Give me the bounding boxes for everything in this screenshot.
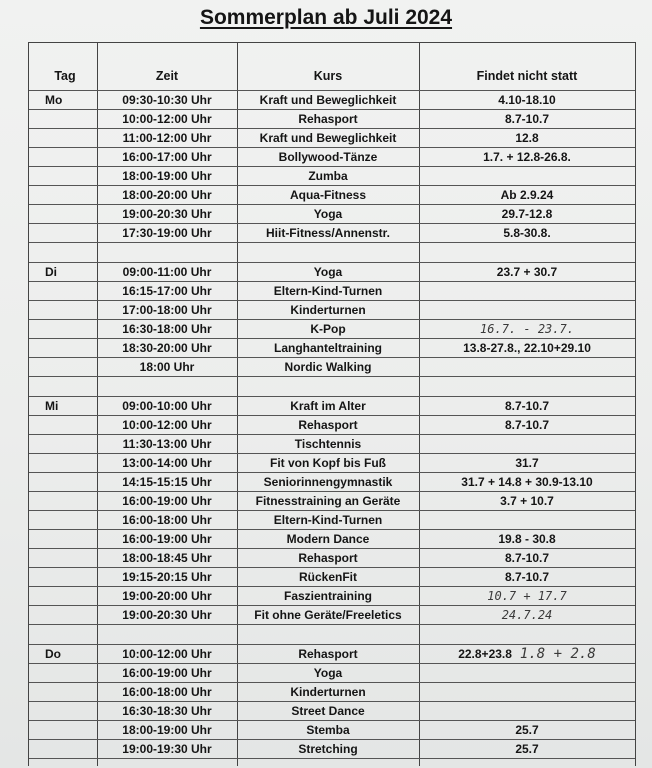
spacer-row	[29, 625, 635, 645]
time-cell: 09:00-11:00 Uhr	[122, 265, 212, 279]
page-title: Sommerplan ab Juli 2024	[199, 6, 453, 29]
table-row	[29, 205, 635, 224]
cancellation-cell: 19.8 - 30.8	[498, 532, 556, 546]
time-cell: 18:00-20:00 Uhr	[122, 188, 212, 202]
time-cell: 16:00-17:00 Uhr	[122, 150, 212, 164]
spacer-row	[29, 243, 635, 263]
course-cell: Zumba	[308, 169, 348, 183]
cancellation-cell	[421, 587, 633, 605]
day-cell: Di	[45, 265, 57, 279]
time-cell: 19:15-20:15 Uhr	[122, 570, 212, 584]
handwritten-note: 16.7. - 23.7.	[480, 322, 574, 336]
course-cell: Rehasport	[298, 647, 358, 661]
table-row	[29, 664, 635, 683]
cancellation-cell: 13.8-27.8., 22.10+29.10	[463, 341, 591, 355]
time-cell: 13:00-14:00 Uhr	[122, 456, 212, 470]
cancellation-cell: 5.8-30.8.	[503, 226, 551, 240]
cancellation-cell: 3.7 + 10.7	[500, 494, 554, 508]
header-zeit: Zeit	[155, 69, 179, 83]
cancellation-cell: 4.10-18.10	[498, 93, 556, 107]
cancellation-cell: 23.7 + 30.7	[496, 265, 558, 279]
table-row	[29, 568, 635, 587]
course-cell: Bollywood-Tänze	[278, 150, 378, 164]
course-cell: Modern Dance	[286, 532, 370, 546]
course-cell: Fit von Kopf bis Fuß	[270, 456, 386, 470]
cancellation-cell: 8.7-10.7	[504, 418, 550, 432]
course-cell: Kinderturnen	[290, 685, 366, 699]
header-tag: Tag	[54, 69, 76, 83]
table-row	[29, 645, 635, 664]
table-row	[29, 339, 635, 358]
table-row	[29, 224, 635, 243]
time-cell: 17:00-18:00 Uhr	[122, 303, 212, 317]
time-cell: 16:00-19:00 Uhr	[122, 532, 212, 546]
table-row	[29, 129, 635, 148]
table-row	[29, 606, 635, 625]
table-row	[29, 549, 635, 568]
course-cell: Faszientraining	[283, 589, 372, 603]
course-cell: Yoga	[313, 207, 343, 221]
course-cell: Seniorinnengymnastik	[263, 475, 393, 489]
table-row	[29, 320, 635, 339]
time-cell: 10:00-12:00 Uhr	[122, 418, 212, 432]
cancellation-cell: 25.7	[515, 723, 539, 737]
course-cell: Eltern-Kind-Turnen	[273, 284, 383, 298]
time-cell: 14:15-15:15 Uhr	[122, 475, 212, 489]
time-cell: 18:00-18:45 Uhr	[122, 551, 212, 565]
course-cell: Street Dance	[291, 704, 365, 718]
course-cell: Langhanteltraining	[274, 341, 382, 355]
table-row	[29, 530, 635, 549]
day-cell: Mo	[45, 93, 63, 107]
course-cell: Kraft und Beweglichkeit	[259, 93, 397, 107]
course-cell: Fit ohne Geräte/Freeletics	[254, 608, 402, 622]
header-findet-nicht-statt: Findet nicht statt	[476, 69, 578, 83]
time-cell: 10:00-12:00 Uhr	[122, 647, 212, 661]
time-cell: 16:00-19:00 Uhr	[122, 666, 212, 680]
time-cell: 18:00 Uhr	[139, 360, 195, 374]
header-kurs: Kurs	[313, 69, 343, 83]
cancellation-cell: 1.7. + 12.8-26.8.	[483, 150, 571, 164]
time-cell: 09:30-10:30 Uhr	[122, 93, 212, 107]
course-cell: Fitnesstraining an Geräte	[255, 494, 401, 508]
table-row	[29, 740, 635, 759]
handwritten-note: 24.7.24	[501, 608, 553, 622]
course-cell: Rehasport	[298, 112, 358, 126]
time-cell: 16:00-19:00 Uhr	[122, 494, 212, 508]
day-cell: Mi	[45, 399, 59, 413]
cancellation-cell: 31.7 + 14.8 + 30.9-13.10	[461, 475, 593, 489]
table-row	[29, 110, 635, 129]
course-cell: Stemba	[306, 723, 350, 737]
course-cell: Nordic Walking	[284, 360, 372, 374]
table-row	[29, 358, 635, 377]
time-cell: 16:00-18:00 Uhr	[122, 685, 212, 699]
table-row	[29, 416, 635, 435]
course-cell: Aqua-Fitness	[289, 188, 366, 202]
time-cell: 19:00-20:00 Uhr	[122, 589, 212, 603]
table-row	[29, 397, 635, 416]
table-header-row	[29, 43, 635, 91]
course-cell: Rehasport	[298, 418, 358, 432]
table-row	[29, 263, 635, 282]
time-cell: 19:00-20:30 Uhr	[122, 608, 212, 622]
table-row	[29, 167, 635, 186]
time-cell: 18:00-19:00 Uhr	[122, 169, 212, 183]
course-cell: Yoga	[313, 265, 343, 279]
time-cell: 09:00-10:00 Uhr	[122, 399, 212, 413]
cancellation-cell: 8.7-10.7	[504, 112, 550, 126]
time-cell: 11:00-12:00 Uhr	[122, 131, 212, 145]
time-cell: 16:30-18:30 Uhr	[122, 704, 212, 718]
table-row	[29, 473, 635, 492]
schedule-table	[28, 42, 636, 766]
table-row	[29, 721, 635, 740]
course-cell: Yoga	[313, 666, 343, 680]
cancellation-cell	[421, 645, 633, 663]
time-cell: 16:30-18:00 Uhr	[122, 322, 212, 336]
cancellation-cell: 29.7-12.8	[501, 207, 553, 221]
table-row	[29, 186, 635, 205]
cancellation-text: 22.8+23.8	[458, 647, 512, 661]
course-cell: Eltern-Kind-Turnen	[273, 513, 383, 527]
table-row	[29, 91, 635, 110]
handwritten-note: 10.7 + 17.7	[487, 589, 567, 603]
time-cell: 19:00-19:30 Uhr	[122, 742, 212, 756]
cancellation-cell	[421, 606, 633, 624]
time-cell: 17:30-19:00 Uhr	[122, 226, 212, 240]
course-cell: Tischtennis	[294, 437, 362, 451]
time-cell: 18:30-20:00 Uhr	[122, 341, 212, 355]
cancellation-cell: 31.7	[515, 456, 539, 470]
cancellation-cell: 12.8	[515, 131, 539, 145]
table-row	[29, 492, 635, 511]
table-row	[29, 683, 635, 702]
table-row	[29, 702, 635, 721]
cancellation-cell: 8.7-10.7	[504, 570, 550, 584]
cancellation-cell	[421, 320, 633, 338]
course-cell: K-Pop	[310, 322, 346, 336]
time-cell: 18:00-19:00 Uhr	[122, 723, 212, 737]
spacer-row	[29, 377, 635, 397]
course-cell: Hiit-Fitness/Annenstr.	[265, 226, 390, 240]
time-cell: 16:15-17:00 Uhr	[122, 284, 212, 298]
cancellation-cell: 8.7-10.7	[504, 551, 550, 565]
table-row	[29, 511, 635, 530]
day-cell: Do	[45, 647, 61, 661]
time-cell: 11:30-13:00 Uhr	[122, 437, 212, 451]
table-row	[29, 454, 635, 473]
table-row	[29, 148, 635, 167]
time-cell: 16:00-18:00 Uhr	[122, 513, 212, 527]
course-cell: RückenFit	[298, 570, 357, 584]
cancellation-cell: 8.7-10.7	[504, 399, 550, 413]
course-cell: Kinderturnen	[290, 303, 366, 317]
table-row	[29, 282, 635, 301]
course-cell: Kraft im Alter	[290, 399, 366, 413]
time-cell: 19:00-20:30 Uhr	[122, 207, 212, 221]
course-cell: Stretching	[298, 742, 358, 756]
time-cell: 10:00-12:00 Uhr	[122, 112, 212, 126]
course-cell: Kraft und Beweglichkeit	[259, 131, 397, 145]
table-row	[29, 435, 635, 454]
table-row	[29, 301, 635, 320]
cancellation-cell: Ab 2.9.24	[500, 188, 554, 202]
handwritten-note: 1.8 + 2.8	[519, 646, 596, 662]
course-cell: Rehasport	[298, 551, 358, 565]
table-row	[29, 587, 635, 606]
cancellation-cell: 25.7	[515, 742, 539, 756]
